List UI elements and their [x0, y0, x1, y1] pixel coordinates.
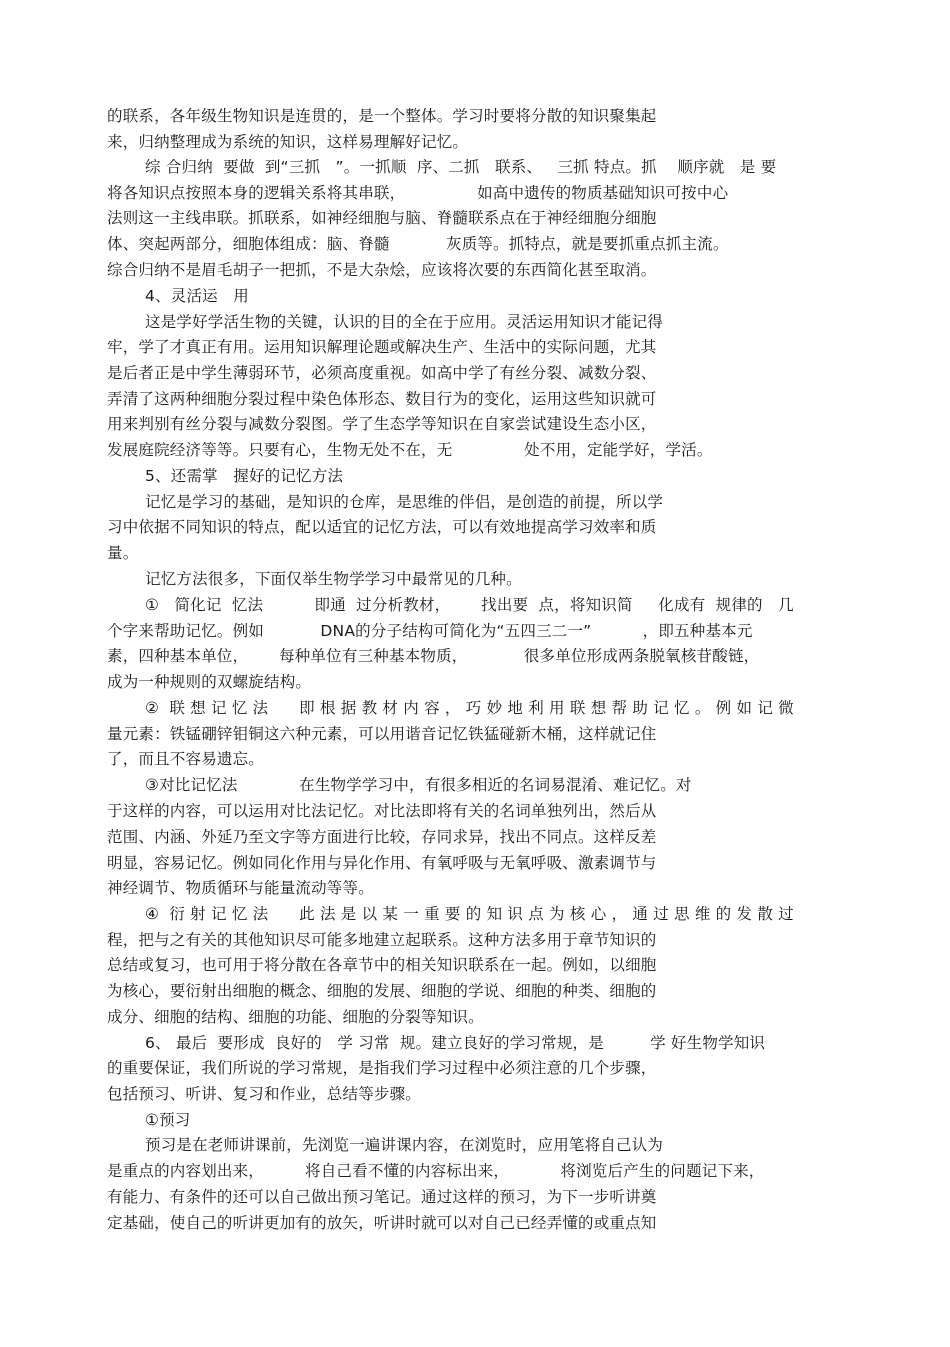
text-line: 体、突起两部分，细胞体组成：脑、脊髓 灰质等。抓特点，就是要抓重点抓主流。 [107, 235, 729, 253]
text-line: 范围、内涵、外延乃至文字等方面进行比较，存同求异，找出不同点。这样反差 [107, 828, 657, 846]
text-line: ④ 衍 射 记 忆 法 此 法 是 以 某 一 重 要 的 知 识 点 为 核 心 ， 通 过 思 维 的 发 散 过 [145, 905, 794, 923]
section-heading: 6、 最后 要形成 良好的 学 习常 规。建立良好的学习常规，是 学 好生物学知识 [145, 1034, 766, 1052]
text-line: 量。 [107, 544, 139, 562]
text-line: ② 联 想 记 忆 法 即 根 据 教 材 内 容 ， 巧 妙 地 利 用 联 想 帮 助 记 忆 。 例 如 记 微 [145, 699, 794, 717]
text-line: 将各知识点按照本身的逻辑关系将其串联， 如高中遗传的物质基础知识可按中心 [107, 184, 729, 202]
text-line: 来，归纳整理成为系统的知识，这样易理解好记忆。 [107, 133, 469, 151]
text-line: 了，而且不容易遗忘。 [107, 750, 265, 768]
text-line: 包括预习、听讲、复习和作业，总结等步骤。 [107, 1085, 422, 1103]
text-line: 用来判别有丝分裂与减数分裂图。学了生态学等知识在自家尝试建设生态小区， [107, 415, 657, 433]
subsection-heading: ①预习 [145, 1111, 191, 1129]
text-line: 这是学好学活生物的关键，认识的目的全在于应用。灵活运用知识才能记得 [145, 313, 664, 331]
text-line: 于这样的内容，可以运用对比法记忆。对比法即将有关的名词单独列出，然后从 [107, 802, 657, 820]
section-heading: 5、还需掌 握好的记忆方法 [145, 467, 344, 485]
text-line: 记忆是学习的基础，是知识的仓库，是思维的伴侣，是创造的前提，所以学 [145, 493, 664, 511]
text-line: 综 合归纳 要做 到“三抓 ”。一抓顺 序、二抓 联系、 三抓 特点。抓 顺序就 是 要 [145, 158, 777, 176]
text-line: 素，四种基本单位， 每种单位有三种基本物质， 很多单位形成两条脱氧核苷酸链， [107, 647, 760, 665]
text-line: 是重点的内容划出来， 将自己看不懂的内容标出来， 将浏览后产生的问题记下来， [107, 1162, 765, 1180]
text-line: 量元素：铁锰硼锌钼铜这六种元素，可以用谐音记忆铁猛碰新木桶，这样就记住 [107, 725, 657, 743]
text-line: 总结或复习，也可用于将分散在各章节中的相关知识联系在一起。例如，以细胞 [107, 956, 657, 974]
text-line: 发展庭院经济等等。只要有心，生物无处不在，无 处不用，定能学好，学活。 [107, 441, 713, 459]
text-line: 明显，容易记忆。例如同化作用与异化作用、有氧呼吸与无氧呼吸、激素调节与 [107, 854, 657, 872]
text-line: 神经调节、物质循环与能量流动等等。 [107, 879, 374, 897]
text-line: 是后者正是中学生薄弱环节，必须高度重视。如高中学了有丝分裂、减数分裂、 [107, 364, 657, 382]
text-line: ③对比记忆法 在生物学学习中，有很多相近的名词易混淆、难记忆。对 [145, 776, 692, 794]
text-line: 程，把与之有关的其他知识尽可能多地建立起联系。这种方法多用于章节知识的 [107, 931, 657, 949]
text-line: 牢，学了才真正有用。运用知识解理论题或解决生产、生活中的实际问题，尤其 [107, 338, 657, 356]
text-line: 个字来帮助记忆。例如 DNA的分子结构可简化为“五四三二一” ，即五种基本元 [107, 622, 753, 640]
text-line: 有能力、有条件的还可以自己做出预习笔记。通过这样的预习，为下一步听讲奠 [107, 1188, 657, 1206]
text-line: 的联系，各年级生物知识是连贯的，是一个整体。学习时要将分散的知识聚集起 [107, 107, 657, 125]
text-line: 记忆方法很多，下面仅举生物学学习中最常见的几种。 [145, 570, 522, 588]
text-line: 的重要保证，我们所说的学习常规，是指我们学习过程中必须注意的几个步骤， [107, 1059, 657, 1077]
section-heading: 4、灵活运 用 [145, 287, 249, 305]
text-line: 为核心，要衍射出细胞的概念、细胞的发展、细胞的学说、细胞的种类、细胞的 [107, 982, 657, 1000]
text-line: 法则这一主线串联。抓联系，如神经细胞与脑、脊髓联系点在于神经细胞分细胞 [107, 209, 657, 227]
text-line: 成分、细胞的结构、细胞的功能、细胞的分裂等知识。 [107, 1008, 484, 1026]
text-line: 弄清了这两种细胞分裂过程中染色体形态、数目行为的变化，运用这些知识就可 [107, 390, 657, 408]
text-line: 定基础，使自己的听讲更加有的放矢，听讲时就可以对自己已经弄懂的或重点知 [107, 1214, 657, 1232]
text-line: 预习是在老师讲课前，先浏览一遍讲课内容，在浏览时，应用笔将自己认为 [145, 1136, 664, 1154]
text-line: ① 简化记 忆法 即通 过分析教材， 找出要 点，将知识简 化成有 规律的 几 [145, 596, 794, 614]
text-line: 习中依据不同知识的特点，配以适宜的记忆方法，可以有效地提高学习效率和质 [107, 518, 657, 536]
text-line: 综合归纳不是眉毛胡子一把抓，不是大杂烩，应该将次要的东西简化甚至取消。 [107, 261, 657, 279]
text-line: 成为一种规则的双螺旋结构。 [107, 673, 312, 691]
